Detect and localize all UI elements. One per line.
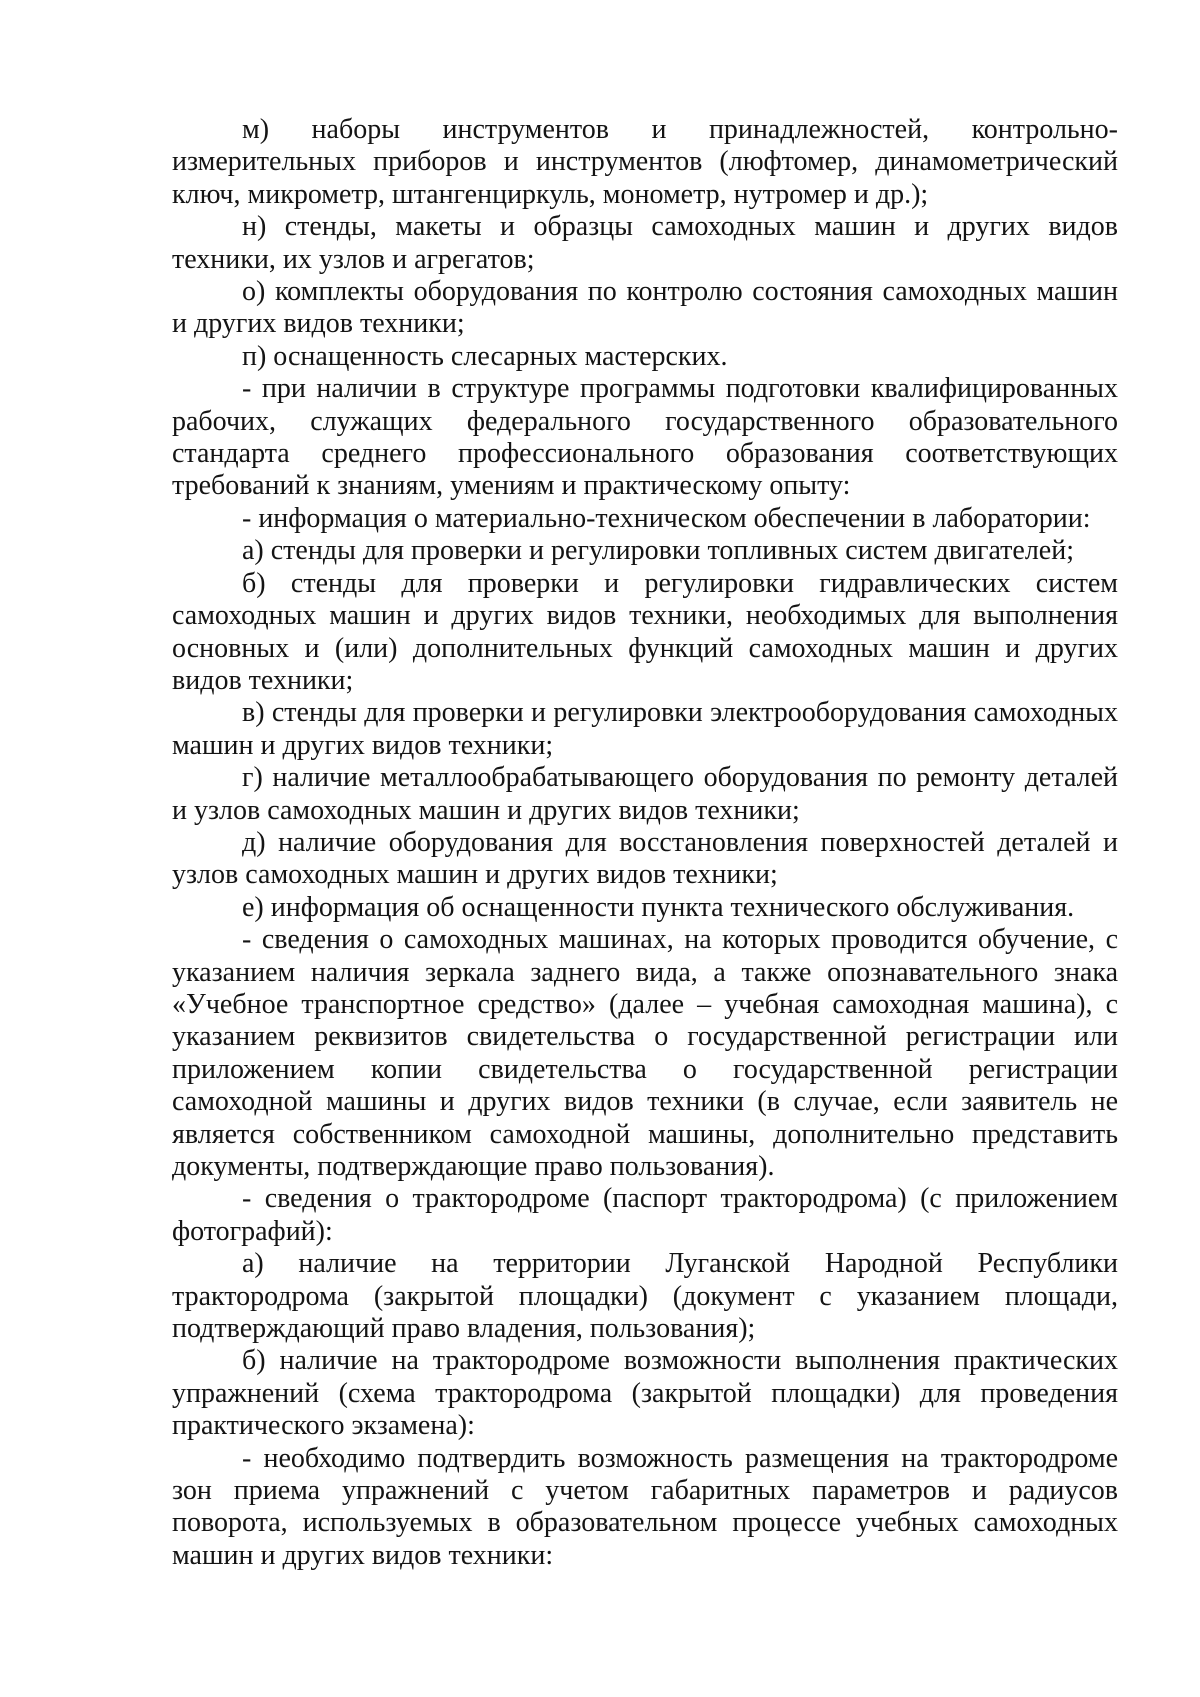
paragraph-b-exercises: б) наличие на трактородроме возможности выполнения практических упражнений (схема трактородрома (закрытой площадки) для проведения практического экзамена): <box>172 1345 1118 1442</box>
paragraph-p-workshops: п) оснащенность слесарных мастерских. <box>242 340 728 372</box>
paragraph-tractor-ground-info: - сведения о трактородроме (паспорт трактородрома) (с приложением фотографий): <box>172 1183 1118 1247</box>
paragraph-zones-confirmation: - необходимо подтвердить возможность размещения на трактородроме зон приема упражнений с учетом габаритных параметров и радиусов поворота, используемых в образовательном процессе учебных самоходных машин и других видов техники: <box>172 1442 1118 1571</box>
paragraph-m-tools: м) наборы инструментов и принадлежностей, контрольно-измерительных приборов и инструментов (люфтомер, динамометрический ключ, микрометр, штангенциркуль, монометр, нутромер и др.); <box>172 114 1118 210</box>
paragraph-vehicles-info: - сведения о самоходных машинах, на которых проводится обучение, с указанием наличия зеркала заднего вида, а также опознавательного знака «Учебное транспортное средство» (далее – учебная самоходная машина), с указанием реквизитов свидетельства о государственной регистрации или приложением копии свидетельства о государственной регистрации самоходной машины и других видов техники (в случае, если заявитель не является собственником самоходной машины, дополнительно представить документы, подтверждающие право пользования). <box>172 924 1118 1182</box>
paragraph-o-equipment-sets: о) комплекты оборудования по контролю состояния самоходных машин и других видов техники; <box>172 276 1118 340</box>
paragraph-v-electrical-stands: в) стенды для проверки и регулировки электрооборудования самоходных машин и других видов техники; <box>172 697 1118 761</box>
paragraph-d-restoration: д) наличие оборудования для восстановления поверхностей деталей и узлов самоходных машин и других видов техники; <box>172 826 1118 891</box>
paragraph-e-service-point: е) информация об оснащенности пункта технического обслуживания. <box>242 891 1075 923</box>
paragraph-n-stands: н) стенды, макеты и образцы самоходных машин и других видов техники, их узлов и агрегатов; <box>172 211 1118 275</box>
paragraph-lab-info: - информация о материально-техническом обеспечении в лаборатории: <box>242 502 1091 534</box>
paragraph-g-metalworking: г) наличие металлообрабатывающего оборудования по ремонту деталей и узлов самоходных машин и других видов техники; <box>172 762 1118 826</box>
paragraph-a-fuel-stands: а) стенды для проверки и регулировки топливных систем двигателей; <box>242 535 1074 567</box>
paragraph-b-hydraulic-stands: б) стенды для проверки и регулировки гидравлических систем самоходных машин и других видов техники, необходимых для выполнения основных и (или) дополнительных функций самоходных машин и других видов техники; <box>172 567 1118 696</box>
paragraph-program-requirements: - при наличии в структуре программы подготовки квалифицированных рабочих, служащих федерального государственного образовательного стандарта среднего профессионального образования соответствующих требований к знаниям, умениям и практическому опыту: <box>172 373 1118 502</box>
paragraph-a-tractor-ground: а) наличие на территории Луганской Народной Республики трактородрома (закрытой площадки) (документ с указанием площади, подтверждающий право владения, пользования); <box>172 1248 1118 1345</box>
document-body <box>172 114 1118 1572</box>
